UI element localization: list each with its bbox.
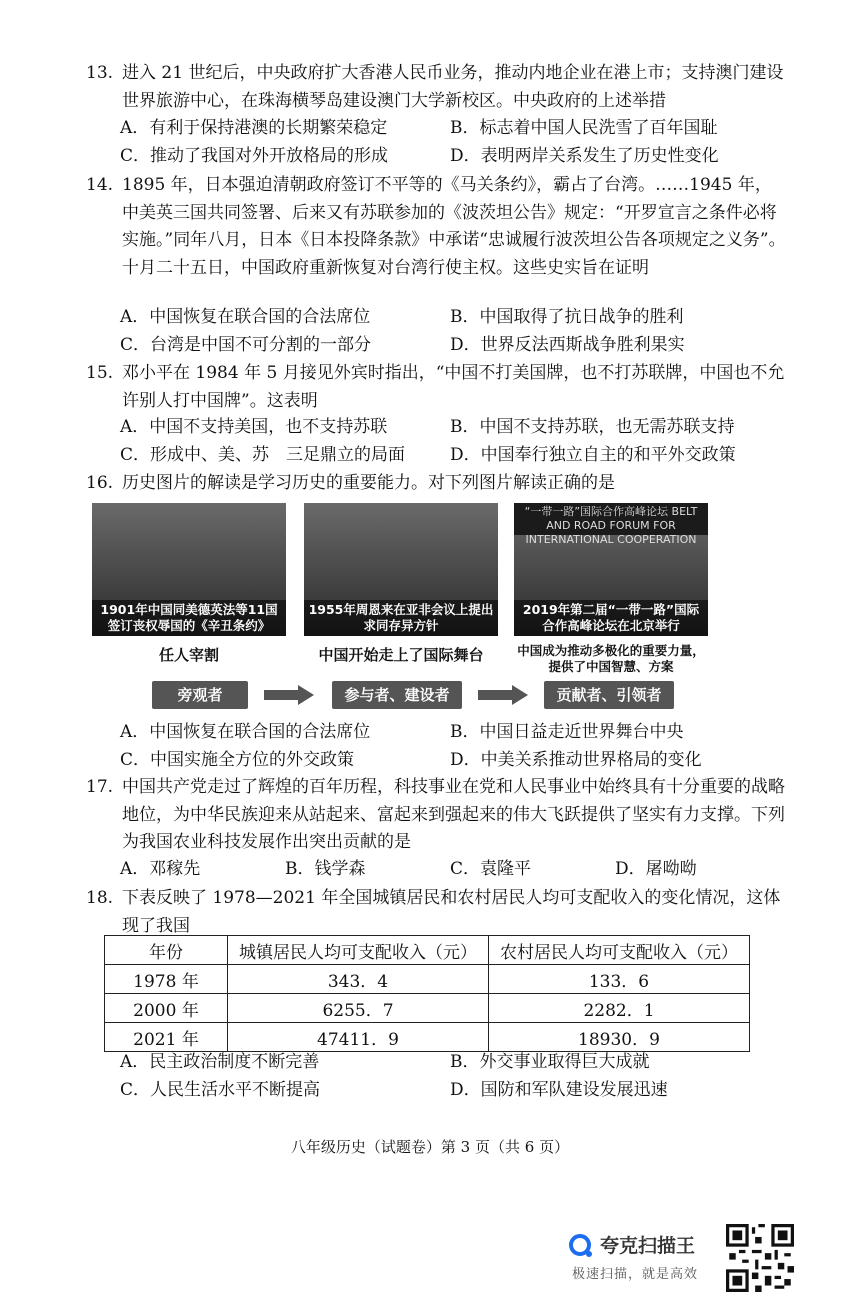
question-stem: 邓小平在 1984 年 5 月接见外宾时指出，“中国不打美国牌，也不打苏联牌，中国也不允许别人打中国牌”。这表明 (122, 363, 785, 411)
brand-slogan: 极速扫描，就是高效 (572, 1267, 699, 1282)
picture-label: 任人宰割 (158, 646, 219, 664)
table-cell: 2021 年 (105, 1023, 228, 1052)
brand-name: 夸克扫描王 (600, 1235, 696, 1257)
option-d: D．世界反法西斯战争胜利果实 (450, 334, 685, 355)
table-header-row (105, 936, 750, 965)
photo-caption: 2019年第二届“一带一路”国际合作高峰论坛在北京举行 (514, 600, 708, 636)
page-footer: 八年级历史（试题卷）第 3 页（共 6 页） (290, 1138, 570, 1156)
option-b: B．中国不支持苏联，也无需苏联支持 (450, 417, 735, 437)
question-14-options (120, 304, 780, 359)
table-cell: 1978 年 (105, 965, 228, 994)
question-number: 13. (86, 63, 114, 83)
photo-banner: “一带一路”国际合作高峰论坛 BELT AND ROAD FORUM FOR INTERNATIONAL COOPERATION (514, 503, 708, 535)
option-d: D．中国奉行独立自主的和平外交政策 (450, 444, 736, 465)
question-stem: 进入 21 世纪后，中央政府扩大香港人民币业务，推动内地企业在港上市；支持澳门建设世界旅游中心，在珠海横琴岛建设澳门大学新校区。中央政府的上述举措 (122, 63, 784, 111)
option-c: C．台湾是中国不可分割的一部分 (120, 334, 372, 355)
option-a: A．中国恢复在联合国的合法席位 (120, 307, 371, 327)
table-cell: 6255．7 (228, 994, 489, 1023)
arrow-right-icon (264, 685, 314, 705)
scanner-watermark (568, 1227, 718, 1287)
question-13-options (120, 115, 780, 170)
option-d: D．国防和军队建设发展迅速 (450, 1079, 668, 1100)
option-c: C．推动了我国对外开放格局的形成 (120, 145, 389, 166)
option-b: B．中国日益走近世界舞台中央 (450, 722, 684, 742)
table-header-cell: 年份 (105, 936, 228, 965)
table-cell: 47411．9 (228, 1023, 489, 1052)
table-header-cell: 城镇居民人均可支配收入（元） (228, 936, 489, 965)
quark-logo-icon (568, 1233, 594, 1259)
question-stem: 下表反映了 1978—2021 年全国城镇居民和农村居民人均可支配收入的变化情况，这体现了我国 (122, 888, 781, 936)
question-17-options (120, 856, 780, 884)
option-d: D．中美关系推动世界格局的变化 (450, 749, 702, 770)
table-cell: 2282．1 (489, 994, 750, 1023)
question-stem: 1895 年，日本强迫清朝政府签订不平等的《马关条约》，霸占了台湾。……1945 年，中美英三国共同签署、后来又有苏联参加的《波茨坦公告》规定：“开罗宣言之条件必将实施。”同年八月，日本《日本投降条款》中承诺“忠诚履行波茨坦公告各项规定之义务”。十月二十五日，中国政府重新恢复对台湾行使主权。这些史实旨在证明 (122, 175, 786, 278)
table-row (105, 994, 750, 1023)
question-stem: 历史图片的解读是学习历史的重要能力。对下列图片解读正确的是 (122, 473, 615, 493)
option-c: C．袁隆平 (450, 859, 532, 879)
question-14 (86, 172, 786, 282)
arrow-right-icon (478, 685, 528, 705)
option-b: B．标志着中国人民洗雪了百年国耻 (450, 118, 718, 138)
question-16-options (120, 719, 780, 774)
option-a: A．中国不支持美国，也不支持苏联 (120, 417, 388, 437)
table-cell: 343．4 (228, 965, 489, 994)
table-row (105, 1023, 750, 1052)
question-15-options (120, 414, 780, 469)
table-cell: 133．6 (489, 965, 750, 994)
photo-caption: 1955年周恩来在亚非会议上提出求同存异方针 (304, 600, 498, 636)
photo-bandung-conference (304, 503, 498, 636)
question-17 (86, 774, 786, 857)
stage-tag: 旁观者 (152, 681, 248, 709)
table-cell: 2000 年 (105, 994, 228, 1023)
option-c: C．形成中、美、苏 三足鼎立的局面 (120, 444, 406, 465)
option-d: D．屠呦呦 (615, 859, 697, 879)
option-a: A．有利于保持港澳的长期繁荣稳定 (120, 118, 388, 138)
option-a: A．邓稼先 (120, 859, 201, 879)
income-table (104, 935, 750, 1052)
option-a: A．民主政治制度不断完善 (120, 1052, 320, 1072)
question-13 (86, 60, 786, 115)
question-16 (86, 470, 786, 498)
picture-label: 中国成为推动多极化的重要力量，提供了中国智慧、方案 (517, 643, 705, 674)
table-row (105, 965, 750, 994)
question-number: 14. (86, 175, 114, 195)
question-18-options (120, 1049, 780, 1104)
stage-tag: 贡献者、引领者 (544, 681, 674, 709)
history-picture-figure (92, 503, 712, 718)
option-b: B．中国取得了抗日战争的胜利 (450, 307, 684, 327)
question-number: 17. (86, 777, 114, 797)
question-number: 18. (86, 888, 114, 908)
option-d: D．表明两岸关系发生了历史性变化 (450, 145, 719, 166)
photo-belt-road-forum (514, 503, 708, 636)
question-18 (86, 885, 786, 940)
question-stem: 中国共产党走过了辉煌的百年历程，科技事业在党和人民事业中始终具有十分重要的战略地位，为中华民族迎来从站起来、富起来到强起来的伟大飞跃提供了坚实有力支撑。下列为我国农业科技发展作出突出贡献的是 (122, 777, 785, 853)
question-15 (86, 360, 786, 415)
table-cell: 18930．9 (489, 1023, 750, 1052)
table-header-cell: 农村居民人均可支配收入（元） (489, 936, 750, 965)
question-number: 16. (86, 473, 114, 493)
option-b: B．钱学森 (285, 859, 366, 879)
option-c: C．人民生活水平不断提高 (120, 1079, 321, 1100)
question-number: 15. (86, 363, 114, 383)
qr-code-icon (726, 1224, 794, 1292)
picture-label: 中国开始走上了国际舞台 (318, 646, 484, 664)
option-b: B．外交事业取得巨大成就 (450, 1052, 650, 1072)
stage-tag: 参与者、建设者 (332, 681, 462, 709)
option-c: C．中国实施全方位的外交政策 (120, 749, 355, 770)
photo-caption: 1901年中国同美德英法等11国签订丧权辱国的《辛丑条约》 (92, 600, 286, 636)
option-a: A．中国恢复在联合国的合法席位 (120, 722, 371, 742)
photo-xinchou-treaty (92, 503, 286, 636)
